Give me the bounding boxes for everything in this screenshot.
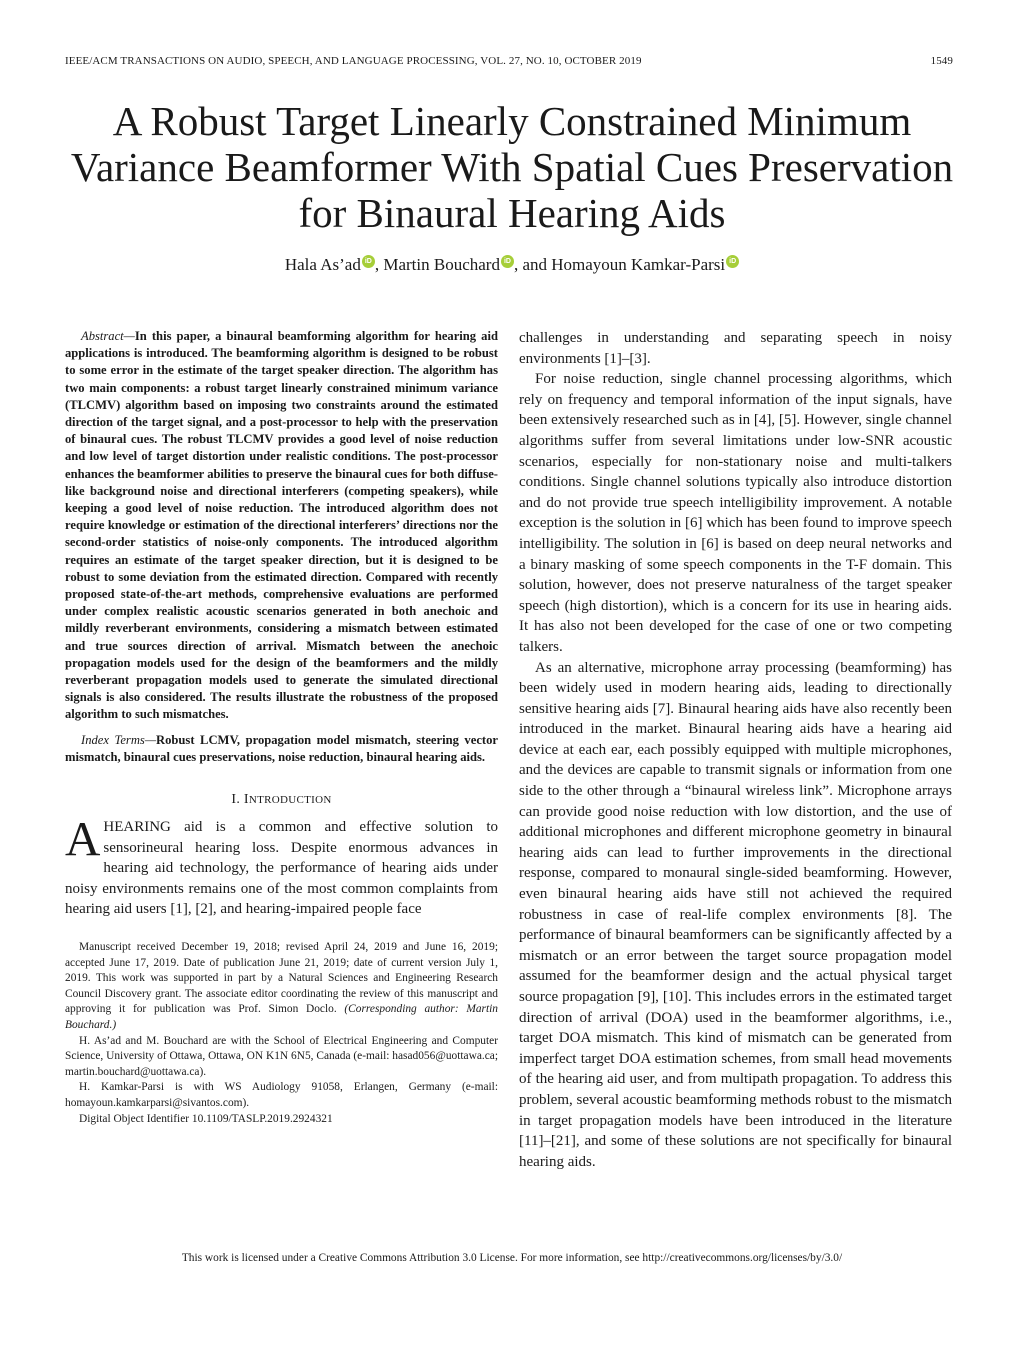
author-list	[100, 253, 924, 277]
body-paragraph-0: challenges in understanding and separating speech in noisy environments [1]–[3].	[519, 330, 952, 367]
running-head	[65, 55, 953, 71]
footnote-affiliation-1: H. As’ad and M. Bouchard are with the School of Electrical Engineering and Computer Science, University of Ottawa, Ottawa, ON K1N 6N5, Canada (e-mail: hasad056@uottawa.ca; martin.bouchard@uottawa.ca).	[65, 1034, 498, 1078]
footnote-manuscript	[65, 940, 498, 1034]
body-paragraph-1: For noise reduction, single channel processing algorithms, which rely on frequency and temporal information of the input signals, have been extensively researched such as in [4], [5]. However, single channel algorithms suffer from several limitations under low-SNR acoustic scenarios, especially for non-stationary noise and multi-talkers conditions. Single channel solutions typically also introduce distortion and do not provide true speech intelligibility improvement. A notable exception is the solution in [6] which has been found to improve speech intelligibility. The solution in [6] is based on deep neural networks and a binary masking of some speech components in the T-F domain. This solution, however, does not preserve naturalness of the target speaker speech (high distortion), which is a concern for its use in hearing aids. It has also not been developed for the case of one or two competing talkers.	[519, 371, 952, 655]
author-1: Hala As’ad	[284, 255, 361, 274]
footnotes	[65, 940, 498, 1127]
intro-text: HEARING aid is a common and effective solution to sensorineural hearing loss. Despite enormous advances in hearing aid technology, the performance of hearing aids under noisy environments remains one of the most common complaints from hearing aid users [1], [2], and hearing-impaired people face	[65, 819, 498, 918]
intro-paragraph	[65, 811, 498, 920]
footnote-affiliation-2: H. Kamkar-Parsi is with WS Audiology 91058, Erlangen, Germany (e-mail: homayoun.kamkarparsi@sivantos.com).	[65, 1081, 498, 1109]
journal-header: IEEE/ACM TRANSACTIONS ON AUDIO, SPEECH, AND LANGUAGE PROCESSING, VOL. 27, NO. 10, OCTOBER 2019	[65, 55, 642, 67]
author-3: , and Homayoun Kamkar-Parsi	[513, 255, 726, 274]
abstract-text: In this paper, a binaural beamforming algorithm for hearing aid applications is introduced. The beamforming algorithm is designed to be robust to some error in the estimate of the target speaker direction. The algorithm has two main components: a robust target linearly constrained minimum variance (TLCMV) algorithm based on imposing two constraints around the estimated direction of the target signal, and a post-processor to help with the preservation of binaural cues. The robust TLCMV provides a good level of noise reduction and low level of target distortion under realistic conditions. The post-processor enhances the beamformer abilities to preserve the binaural cues for both diffuse-like background noise and directional interferers (competing speakers), while keeping a good level of noise reduction. The introduced algorithm does not require knowledge or estimation of the directional interferers’ directions nor the second-order statistics of noise-only components. The introduced algorithm requires an estimate of the target speaker direction, but it is designed to be robust to some deviation from the estimated direction. Compared with recently proposed state-of-the-art methods, comprehensive evaluations are performed under complex realistic acoustic scenarios generated in both anechoic and mildly reverberant environments, considering a mismatch between estimated and true sources direction of arrival. Mismatch between the anechoic propagation models used for the design of the beamformers and the mildly reverberant propagation models used to generate the simulated directional signals is also considered. The results illustrate the robustness of the proposed algorithm to such mismatches.	[65, 329, 498, 722]
license-notice: This work is licensed under a Creative Commons Attribution 3.0 License. For more information, see http://creativecommons.org/licenses/by/3.0/	[181, 1252, 843, 1264]
page-number: 1549	[930, 55, 953, 67]
orcid-icon[interactable]: iD	[362, 255, 375, 268]
footnote-manuscript-text: Manuscript received December 19, 2018; revised April 24, 2019 and June 16, 2019; accepted June 17, 2019. Date of publication June 21, 2019; date of current version July 1, 2019. This work was supported in part by a Natural Sciences and Engineering Research Council Discovery grant. The associate editor coordinating the review of this manuscript and approving it for publication was Prof. Simon Doclo.	[65, 941, 498, 1016]
drop-cap: A	[65, 811, 101, 867]
title-line-3: for Binaural Hearing Aids	[298, 190, 726, 236]
section-heading-introduction	[65, 792, 498, 808]
corresponding-author: (Corresponding author: Martin Bouchard.)	[65, 1003, 498, 1032]
abstract-lead: Abstract—	[81, 329, 135, 343]
orcid-icon[interactable]: iD	[501, 255, 514, 268]
left-column	[65, 328, 498, 1127]
body-paragraph-2: As an alternative, microphone array processing (beamforming) has been widely used in modern hearing aids, leading to directionally sensitive hearing aids [7]. Binaural hearing aids have also recently been introduced in the market. Binaural hearing aids have a hearing aid device at each ear, each possibly equipped with multiple microphones, and the devices are capable to transmit signals or information from one side to the other through a “binaural wireless link”. Microphone arrays can provide good noise reduction with low distortion, and the use of additional microphones and different microphone geometry in binaural hearing aids can lead to further improvements in the directional response, compared to monaural single-sided beamforming. However, even binaural hearing aids have still not achieved the required robustness in case of real-life complex environments [8]. The performance of binaural beamformers can be significantly affected by a mismatch or an error between the target source propagation model assumed for the beamformer design and the actual physical target source propagation [9], [10]. This includes errors in the estimated target direction of arrival (DOA) used in the beamformer algorithms, i.e., target DOA mismatch. This kind of mismatch can be generated from imperfect target DOA estimation schemes, from small head movements of the hearing aid user, and from multipath propagation. To address this problem, several acoustic beamforming methods robust to the mismatch in target propagation models have been introduced in the literature [11]–[21], and some of these solutions are not specifically for binaural hearing aids.	[519, 659, 952, 1170]
orcid-icon[interactable]: iD	[726, 255, 739, 268]
index-terms	[65, 732, 498, 766]
title-line-2: Variance Beamformer With Spatial Cues Preservation	[70, 144, 954, 190]
section-heading-text: NTRODUCTION	[248, 794, 332, 807]
title-line-1: A Robust Target Linearly Constrained Minimum	[112, 98, 912, 144]
abstract	[65, 328, 498, 724]
index-terms-lead: Index Terms—	[81, 732, 157, 747]
paper-title	[40, 98, 984, 236]
footnote-doi: Digital Object Identifier 10.1109/TASLP.2019.2924321	[79, 1112, 333, 1125]
index-terms-text: Robust LCMV, propagation model mismatch, steering vector mismatch, binaural cues preservations, noise reduction, binaural hearing aids.	[65, 732, 498, 764]
section-numeral: I. I	[231, 792, 249, 808]
right-column	[519, 328, 952, 1172]
author-2: , Martin Bouchard	[374, 255, 500, 274]
